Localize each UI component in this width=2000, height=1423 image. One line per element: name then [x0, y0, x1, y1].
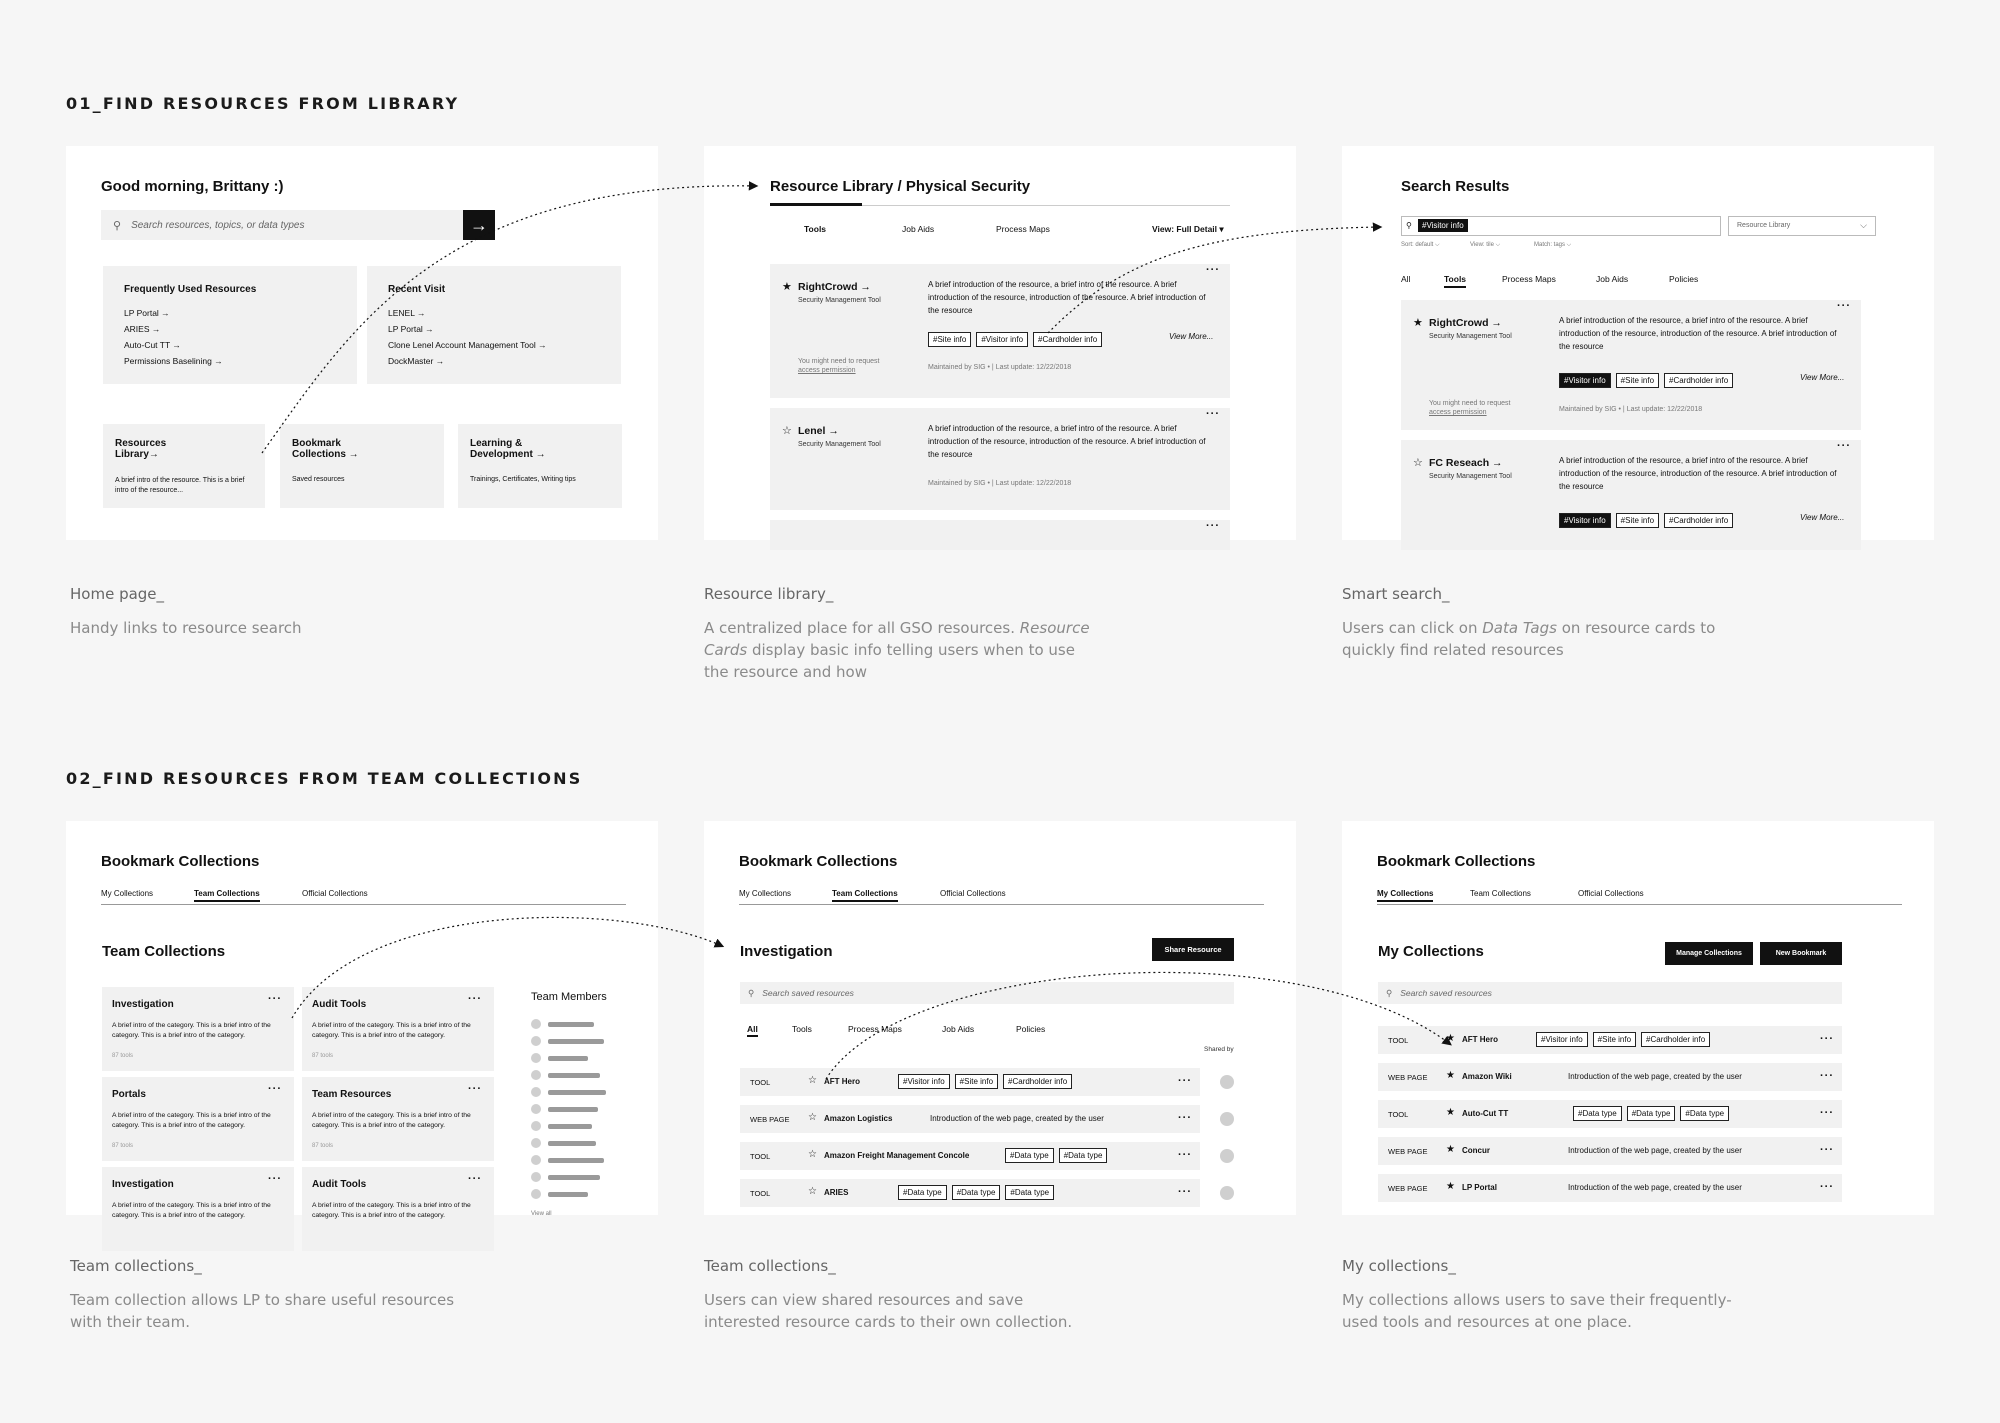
more-menu-icon[interactable]: ··· [1178, 1075, 1192, 1087]
investigation-title: Investigation [740, 943, 833, 960]
recent-visit-card: Recent Visit LENEL → LP Portal → Clone Lenel Account Management Tool → DockMaster → [367, 266, 621, 384]
bookmark-collections-title: Bookmark Collections [739, 853, 898, 870]
data-tag[interactable]: #Data type [898, 1185, 947, 1200]
search-query-input[interactable]: ⚲ #Visitor info [1401, 216, 1721, 236]
frequently-used-card: Frequently Used Resources LP Portal → ARIES → Auto-Cut TT → Permissions Baselining → [103, 266, 357, 384]
view-selector[interactable]: View: Full Detail ▾ [1152, 224, 1224, 234]
data-tag[interactable]: #Visitor info [898, 1074, 950, 1089]
chevron-down-icon: ⌵ [1860, 220, 1867, 230]
search-icon: ⚲ [113, 219, 122, 232]
access-permission-link[interactable]: access permission [1429, 409, 1487, 416]
more-menu-icon[interactable]: ··· [1178, 1112, 1192, 1124]
tag-list[interactable]: #Site info #Visitor info #Cardholder info [928, 329, 1107, 347]
view-control[interactable]: View: tile ⌵ [1470, 242, 1501, 248]
collection-name: Audit Tools [312, 1179, 367, 1190]
tab-tools[interactable]: Tools [804, 224, 827, 234]
view-all-link[interactable]: View all [531, 1211, 552, 1217]
tab-process-maps[interactable]: Process Maps [1502, 274, 1556, 284]
tag-list[interactable] [1005, 1148, 1112, 1163]
data-tag[interactable]: #Visitor info [1536, 1032, 1588, 1047]
freq-link[interactable]: Permissions Baselining → [124, 356, 223, 366]
more-menu-icon[interactable]: ··· [1206, 408, 1220, 420]
star-outline-icon[interactable]: ☆ [808, 1075, 817, 1086]
more-menu-icon[interactable]: ··· [1206, 264, 1220, 276]
resource-type: TOOL [1388, 1110, 1409, 1119]
caption-smart-search: Smart search_ Users can click on Data Tags on resource cards to quickly find related resources [1342, 585, 1716, 659]
member-avatar[interactable] [531, 1121, 541, 1131]
resource-type: WEB PAGE [1388, 1073, 1428, 1082]
member-avatar[interactable] [531, 1019, 541, 1029]
match-control[interactable]: Match: tags ⌵ [1534, 242, 1572, 248]
collection-count: 87 tools [112, 1053, 134, 1059]
member-avatar[interactable] [531, 1053, 541, 1063]
tab-policies[interactable]: Policies [1669, 274, 1699, 284]
my-collections-panel [1342, 821, 1934, 1215]
view-more-link[interactable]: View More... [1800, 373, 1845, 382]
tag-list[interactable] [898, 1185, 1059, 1200]
more-menu-icon[interactable]: ··· [268, 1173, 282, 1185]
home-panel [66, 146, 658, 540]
filter-policies[interactable]: Policies [1016, 1024, 1046, 1034]
collection-desc: A brief intro of the category. This is a brief intro of the category. This is a brief intro of the category. [112, 1022, 271, 1039]
resource-type: WEB PAGE [1388, 1147, 1428, 1156]
caption-home: Home page_ Handy links to resource search [70, 585, 302, 637]
member-name-placeholder [548, 1073, 600, 1078]
tab-team-collections[interactable]: Team Collections [832, 889, 898, 902]
more-menu-icon[interactable]: ··· [1178, 1186, 1192, 1198]
manage-collections-button[interactable]: Manage Collections [1665, 942, 1753, 965]
member-name-placeholder [548, 1141, 596, 1146]
saved-resource-row[interactable] [1378, 1026, 1842, 1054]
search-submit-button[interactable]: → [463, 210, 495, 240]
freq-link[interactable]: Auto-Cut TT → [124, 340, 181, 350]
star-filled-icon[interactable]: ★ [782, 281, 792, 293]
data-tag[interactable]: #Data type [1573, 1106, 1622, 1121]
collection-count: 87 tools [312, 1053, 334, 1059]
member-name-placeholder [548, 1039, 604, 1044]
home-search-input[interactable]: ⚲ Search resources, topics, or data types [101, 210, 464, 240]
view-more-link[interactable]: View More... [1169, 332, 1214, 341]
star-filled-icon[interactable]: ★ [1413, 317, 1423, 329]
tag-list[interactable]: #Visitor info #Site info #Cardholder info [1559, 370, 1738, 388]
more-menu-icon[interactable]: ··· [468, 1083, 482, 1095]
learning-development-card[interactable]: Learning & Development → Trainings, Certificates, Writing tips [458, 424, 622, 508]
tab-tools[interactable]: Tools [1444, 274, 1466, 288]
member-name-placeholder [548, 1022, 594, 1027]
recent-link[interactable]: LP Portal → [388, 324, 434, 334]
member-name-placeholder [548, 1124, 592, 1129]
saved-search-input[interactable]: ⚲ Search saved resources [1378, 982, 1842, 1004]
resource-type: TOOL [750, 1078, 771, 1087]
filter-tools[interactable]: Tools [792, 1024, 812, 1034]
sort-control[interactable]: Sort: default ⌵ [1401, 242, 1440, 248]
member-avatar[interactable] [531, 1155, 541, 1165]
data-tag[interactable]: #Data type [952, 1185, 1001, 1200]
tab-official-collections[interactable]: Official Collections [302, 889, 368, 898]
data-tag[interactable]: #Data type [1680, 1106, 1729, 1121]
shared-by-avatar[interactable] [1220, 1112, 1234, 1126]
more-menu-icon[interactable]: ··· [268, 1083, 282, 1095]
data-tag[interactable]: #Data type [1005, 1148, 1054, 1163]
collection-desc: A brief intro of the category. This is a brief intro of the category. This is a brief intro of the category. [312, 1112, 471, 1129]
search-results-title: Search Results [1401, 178, 1510, 195]
saved-resource-row[interactable] [1378, 1063, 1842, 1091]
more-menu-icon[interactable]: ··· [1820, 1181, 1834, 1193]
star-filled-icon[interactable]: ★ [1446, 1144, 1455, 1155]
resource-name[interactable]: Amazon Freight Management Concole [824, 1151, 970, 1160]
tab-process-maps[interactable]: Process Maps [996, 224, 1050, 234]
more-menu-icon[interactable]: ··· [1820, 1033, 1834, 1045]
data-tag[interactable]: #Data type [1059, 1148, 1108, 1163]
star-filled-icon[interactable]: ★ [1446, 1070, 1455, 1081]
member-avatar[interactable] [531, 1104, 541, 1114]
freq-link[interactable]: LP Portal → [124, 308, 170, 318]
resource-library-title: Resource Library / Physical Security [770, 178, 1031, 195]
more-menu-icon[interactable]: ··· [268, 993, 282, 1005]
share-resource-button[interactable]: Share Resource [1152, 938, 1234, 961]
saved-resource-row[interactable] [740, 1068, 1200, 1096]
more-menu-icon[interactable]: ··· [468, 993, 482, 1005]
collection-card[interactable] [302, 987, 494, 1071]
more-menu-icon[interactable]: ··· [468, 1173, 482, 1185]
member-name-placeholder [548, 1158, 604, 1163]
caption-team-collections-2: Team collections_ Users can view shared resources and save interested resource cards to their own collection. [704, 1257, 1073, 1331]
search-results-panel [1342, 146, 1934, 540]
star-outline-icon[interactable]: ☆ [1413, 457, 1423, 469]
saved-resource-row[interactable] [740, 1179, 1200, 1207]
tab-all[interactable]: All [1401, 274, 1411, 284]
resource-card[interactable]: ☆ FC Reseach → Security Management Tool A brief introduction of the resource, a brief intro of the resource. A brief introduction of the resource, introduction of the resource. A brief introduction of the resource #Visitor info #Site info #Cardholder info View More... ··· [1401, 440, 1861, 550]
more-menu-icon[interactable]: ··· [1837, 440, 1851, 452]
saved-resource-row[interactable] [740, 1105, 1200, 1133]
tab-official-collections[interactable]: Official Collections [940, 889, 1006, 898]
resource-type: TOOL [1388, 1036, 1409, 1045]
tag-list[interactable]: #Visitor info #Site info #Cardholder info [1559, 510, 1738, 528]
collection-name: Portals [112, 1089, 146, 1100]
star-filled-icon[interactable]: ★ [1446, 1181, 1455, 1192]
member-avatar[interactable] [531, 1070, 541, 1080]
freq-link[interactable]: ARIES → [124, 324, 161, 334]
tab-job-aids[interactable]: Job Aids [902, 224, 935, 234]
more-menu-icon[interactable]: ··· [1178, 1149, 1192, 1161]
collection-card[interactable] [302, 1077, 494, 1161]
resource-type: WEB PAGE [750, 1115, 790, 1124]
greeting: Good morning, Brittany :) [101, 178, 284, 195]
resource-desc: Introduction of the web page, created by the user [930, 1114, 1104, 1123]
section-2-title: 02_FIND RESOURCES FROM TEAM COLLECTIONS [66, 769, 583, 788]
saved-resource-row[interactable] [1378, 1137, 1842, 1165]
caption-my-collections: My collections_ My collections allows users to save their frequently-used tools and resources at one place. [1342, 1257, 1732, 1331]
data-tag[interactable]: #Cardholder info [1003, 1074, 1072, 1089]
more-menu-icon[interactable]: ··· [1820, 1107, 1834, 1119]
access-permission-link[interactable]: access permission [798, 367, 856, 374]
resource-desc: Introduction of the web page, created by the user [1568, 1183, 1742, 1192]
data-tag[interactable]: #Data type [1627, 1106, 1676, 1121]
saved-search-input[interactable]: ⚲ Search saved resources [740, 982, 1234, 1004]
member-name-placeholder [548, 1056, 588, 1061]
investigation-panel [704, 821, 1296, 1215]
tab-my-collections[interactable]: My Collections [739, 889, 792, 898]
star-filled-icon[interactable]: ★ [1446, 1033, 1455, 1044]
resource-type: TOOL [750, 1152, 771, 1161]
bookmark-collections-title: Bookmark Collections [1377, 853, 1536, 870]
tag-list[interactable] [1536, 1032, 1715, 1047]
shared-by-avatar[interactable] [1220, 1186, 1234, 1200]
data-tag[interactable]: #Site info [955, 1074, 998, 1089]
filter-process-maps[interactable]: Process Maps [848, 1024, 902, 1034]
tab-team-collections[interactable]: Team Collections [194, 889, 260, 902]
more-menu-icon[interactable]: ··· [1206, 520, 1220, 532]
resource-card[interactable]: ★ RightCrowd → Security Management Tool A brief introduction of the resource, a brief intro of the resource. A brief introduction of the resource, introduction of the resource. A brief introduction of the resource #Visitor info #Site info #Cardholder info View More... You might need to request access permission Maintained by SIG • | Last update: 12/22/2018 ··· [1401, 300, 1861, 430]
member-avatar[interactable] [531, 1036, 541, 1046]
resource-name[interactable]: AFT Hero [1462, 1035, 1498, 1044]
section-1-title: 01_FIND RESOURCES FROM LIBRARY [66, 94, 460, 113]
collection-card[interactable] [102, 1167, 294, 1251]
tab-my-collections[interactable]: My Collections [1377, 889, 1433, 902]
member-avatar[interactable] [531, 1189, 541, 1199]
member-avatar[interactable] [531, 1138, 541, 1148]
collection-card[interactable] [102, 987, 294, 1071]
search-icon: ⚲ [1406, 221, 1412, 230]
tab-job-aids[interactable]: Job Aids [1596, 274, 1629, 284]
collection-count: 87 tools [312, 1143, 334, 1149]
team-members-title: Team Members [531, 991, 607, 1003]
resource-card[interactable]: ☆ Lenel → Security Management Tool A brief introduction of the resource, a brief intro of the resource. A brief introduction of the resource, introduction of the resource. A brief introduction of the resource Maintained by SIG • | Last update: 12/22/2018 ··· [770, 408, 1230, 510]
member-name-placeholder [548, 1090, 606, 1095]
member-avatar[interactable] [531, 1087, 541, 1097]
member-name-placeholder [548, 1107, 598, 1112]
resource-name[interactable]: Auto-Cut TT [1462, 1109, 1509, 1118]
tab-official-collections[interactable]: Official Collections [1578, 889, 1644, 898]
star-outline-icon[interactable]: ☆ [808, 1186, 817, 1197]
tab-team-collections[interactable]: Team Collections [1470, 889, 1531, 898]
recent-link[interactable]: LENEL → [388, 308, 426, 318]
bookmark-collections-card[interactable]: Bookmark Collections → Saved resources [280, 424, 444, 508]
resource-type: WEB PAGE [1388, 1184, 1428, 1193]
resource-card[interactable] [770, 520, 1230, 550]
member-avatar[interactable] [531, 1172, 541, 1182]
collection-desc: A brief intro of the category. This is a brief intro of the category. This is a brief intro of the category. [312, 1022, 471, 1039]
more-menu-icon[interactable]: ··· [1820, 1144, 1834, 1156]
team-collections-subtitle: Team Collections [102, 943, 226, 960]
shared-by-avatar[interactable] [1220, 1149, 1234, 1163]
collection-desc: A brief intro of the category. This is a brief intro of the category. This is a brief intro of the category. [112, 1112, 271, 1129]
collection-name: Team Resources [312, 1089, 392, 1100]
member-name-placeholder [548, 1192, 588, 1197]
caption-resource-library: Resource library_ A centralized place for all GSO resources. Resource Cards display basic info telling users when to use the resource and how [704, 585, 1090, 681]
resource-name[interactable]: Amazon Wiki [1462, 1072, 1512, 1081]
resource-name[interactable]: ARIES [824, 1188, 849, 1197]
resource-name[interactable]: LP Portal [1462, 1183, 1497, 1192]
collection-name: Investigation [112, 999, 174, 1010]
collection-name: Investigation [112, 1179, 174, 1190]
saved-resource-row[interactable] [1378, 1100, 1842, 1128]
resource-name[interactable]: AFT Hero [824, 1077, 860, 1086]
resource-name[interactable]: Amazon Logistics [824, 1114, 893, 1123]
saved-resource-row[interactable] [1378, 1174, 1842, 1202]
member-name-placeholder [548, 1175, 600, 1180]
filter-all[interactable]: All [747, 1024, 758, 1037]
star-outline-icon[interactable]: ☆ [808, 1112, 817, 1123]
tag-list[interactable] [898, 1074, 1077, 1089]
view-more-link[interactable]: View More... [1800, 513, 1845, 522]
resource-name[interactable]: Concur [1462, 1146, 1490, 1155]
data-tag[interactable]: #Site info [1593, 1032, 1636, 1047]
filter-job-aids[interactable]: Job Aids [942, 1024, 975, 1034]
shared-by-avatar[interactable] [1220, 1075, 1234, 1089]
resource-library-panel [704, 146, 1296, 540]
bookmark-collections-title: Bookmark Collections [101, 853, 260, 870]
resource-desc: Introduction of the web page, created by the user [1568, 1072, 1742, 1081]
star-outline-icon[interactable]: ☆ [808, 1149, 817, 1160]
star-outline-icon[interactable]: ☆ [782, 425, 792, 437]
search-icon: ⚲ [1386, 987, 1393, 998]
recent-link[interactable]: Clone Lenel Account Management Tool → [388, 340, 547, 350]
shared-by-label: Shared by [1204, 1046, 1234, 1053]
resource-card[interactable]: ★ RightCrowd → Security Management Tool A brief introduction of the resource, a brief intro of the resource. A brief introduction of the resource, introduction of the resource. A brief introduction of the resource #Site info #Visitor info #Cardholder info View More... You might need to request access permission Maintained by SIG • | Last update: 12/22/2018 ··· [770, 264, 1230, 398]
collection-name: Audit Tools [312, 999, 367, 1010]
data-tag[interactable]: #Cardholder info [1641, 1032, 1710, 1047]
search-scope-select[interactable]: Resource Library ⌵ [1728, 216, 1876, 236]
tag-list[interactable] [1573, 1106, 1734, 1121]
collection-desc: A brief intro of the category. This is a brief intro of the category. This is a brief intro of the category. [312, 1202, 471, 1219]
more-menu-icon[interactable]: ··· [1837, 300, 1851, 312]
data-tag[interactable]: #Data type [1005, 1185, 1054, 1200]
collection-count: 87 tools [112, 1143, 134, 1149]
search-icon: ⚲ [748, 987, 755, 998]
collection-card[interactable] [302, 1167, 494, 1251]
saved-resource-row[interactable] [740, 1142, 1200, 1170]
new-bookmark-button[interactable]: New Bookmark [1760, 942, 1842, 965]
resource-desc: Introduction of the web page, created by the user [1568, 1146, 1742, 1155]
my-collections-title: My Collections [1378, 943, 1484, 960]
resource-type: TOOL [750, 1189, 771, 1198]
more-menu-icon[interactable]: ··· [1820, 1070, 1834, 1082]
tab-my-collections[interactable]: My Collections [101, 889, 154, 898]
collection-card[interactable] [102, 1077, 294, 1161]
star-filled-icon[interactable]: ★ [1446, 1107, 1455, 1118]
recent-link[interactable]: DockMaster → [388, 356, 445, 366]
resources-library-card[interactable]: Resources Library→ A brief intro of the resource. This is a brief intro of the resource... [103, 424, 265, 508]
collection-desc: A brief intro of the category. This is a brief intro of the category. This is a brief intro of the category. [112, 1202, 271, 1219]
team-collections-panel [66, 821, 658, 1219]
caption-team-collections: Team collections_ Team collection allows LP to share useful resources with their team. [70, 1257, 455, 1331]
